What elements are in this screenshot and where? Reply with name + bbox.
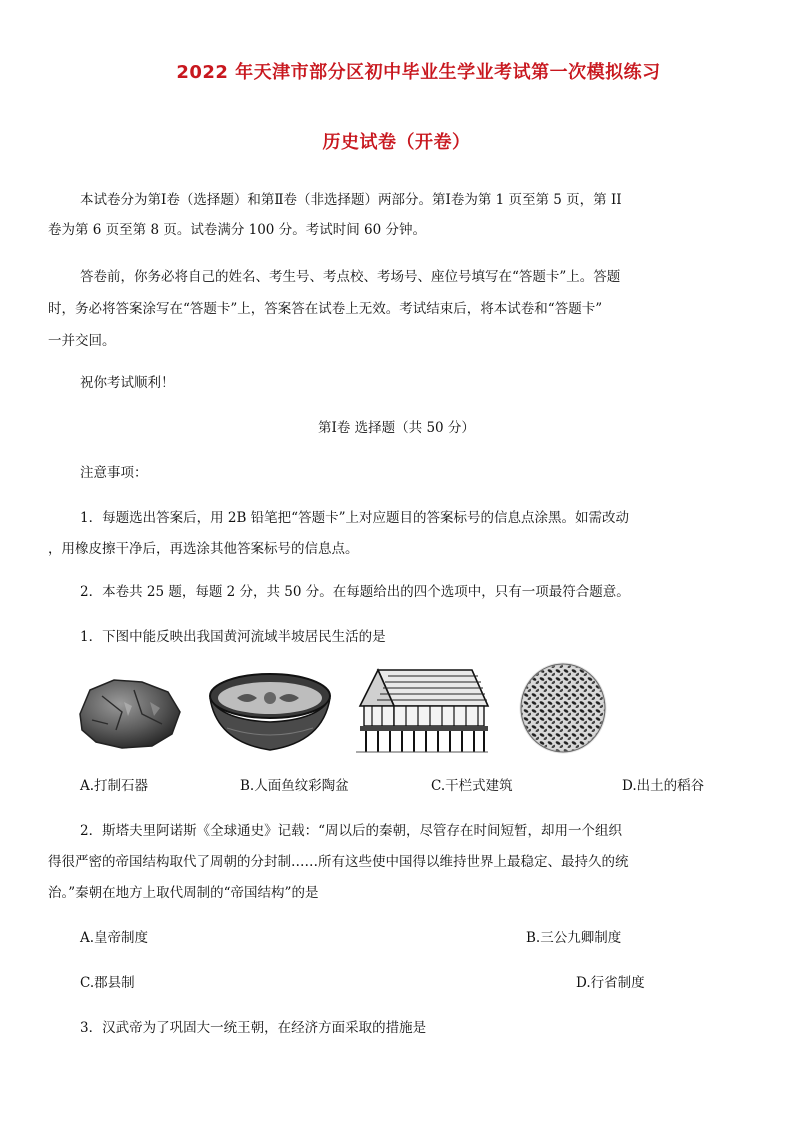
wish-text: 祝你考试顺利！ (80, 375, 175, 391)
question-2-line-1: 2．斯塔夫里阿诺斯《全球通史》记载：“周以后的秦朝，尽管存在时间短暂，却用一个组织 (80, 823, 622, 839)
intro-paragraph-1-line-1: 本试卷分为第Ⅰ卷（选择题）和第Ⅱ卷（非选择题）两部分。第Ⅰ卷为第 1 页至第 5 页，第 II (80, 192, 622, 208)
q1-option-b: B.人面鱼纹彩陶盆 (240, 778, 349, 794)
exam-title: 2022 年天津市部分区初中毕业生学业考试第一次模拟练习 (176, 62, 661, 83)
question-1-stem: 1．下图中能反映出我国黄河流域半坡居民生活的是 (80, 629, 386, 645)
exam-subtitle: 历史试卷（开卷） (322, 132, 471, 153)
notice-1-line-2: ，用橡皮擦干净后，再选涂其他答案标号的信息点。 (48, 541, 359, 557)
intro-paragraph-1-line-2: 卷为第 6 页至第 8 页。试卷满分 100 分。考试时间 60 分钟。 (48, 222, 426, 238)
notice-label: 注意事项： (80, 465, 148, 481)
question-3-stem: 3．汉武帝为了巩固大一统王朝，在经济方面采取的措施是 (80, 1020, 427, 1036)
q2-option-c: C.郡县制 (80, 975, 135, 991)
question-2-line-3: 治。”秦朝在地方上取代周制的“帝国结构”的是 (48, 885, 319, 901)
question-1-figures (72, 660, 752, 760)
intro-paragraph-2-line-3: 一并交回。 (48, 333, 116, 349)
stone-tool-icon (72, 672, 184, 752)
intro-paragraph-2-line-1: 答卷前，你务必将自己的姓名、考生号、考点校、考场号、座位号填写在“答题卡”上。答题 (80, 269, 621, 285)
q2-option-d: D.行省制度 (576, 975, 645, 991)
q1-option-a: A.打制石器 (80, 778, 149, 794)
q1-option-d: D.出土的稻谷 (622, 778, 705, 794)
rice-grains-icon (515, 660, 611, 756)
q2-option-b: B.三公九卿制度 (526, 930, 622, 946)
question-2-line-2: 得很严密的帝国结构取代了周朝的分封制……所有这些使中国得以维持世界上最稳定、最持久的统 (48, 854, 629, 870)
notice-1-line-1: 1．每题选出答案后，用 2B 铅笔把“答题卡”上对应题目的答案标号的信息点涂黑。如需改动 (80, 510, 629, 526)
section-heading: 第Ⅰ卷 选择题（共 50 分） (318, 420, 475, 436)
q2-option-a: A.皇帝制度 (80, 930, 149, 946)
notice-2: 2．本卷共 25 题，每题 2 分，共 50 分。在每题给出的四个选项中，只有一项最符合题意。 (80, 584, 630, 600)
intro-paragraph-2-line-2: 时，务必将答案涂写在“答题卡”上，答案答在试卷上无效。考试结束后，将本试卷和“答题卡” (48, 301, 603, 317)
stilt-house-icon (354, 660, 490, 756)
q1-option-c: C.干栏式建筑 (431, 778, 513, 794)
painted-pottery-basin-icon (207, 668, 333, 756)
